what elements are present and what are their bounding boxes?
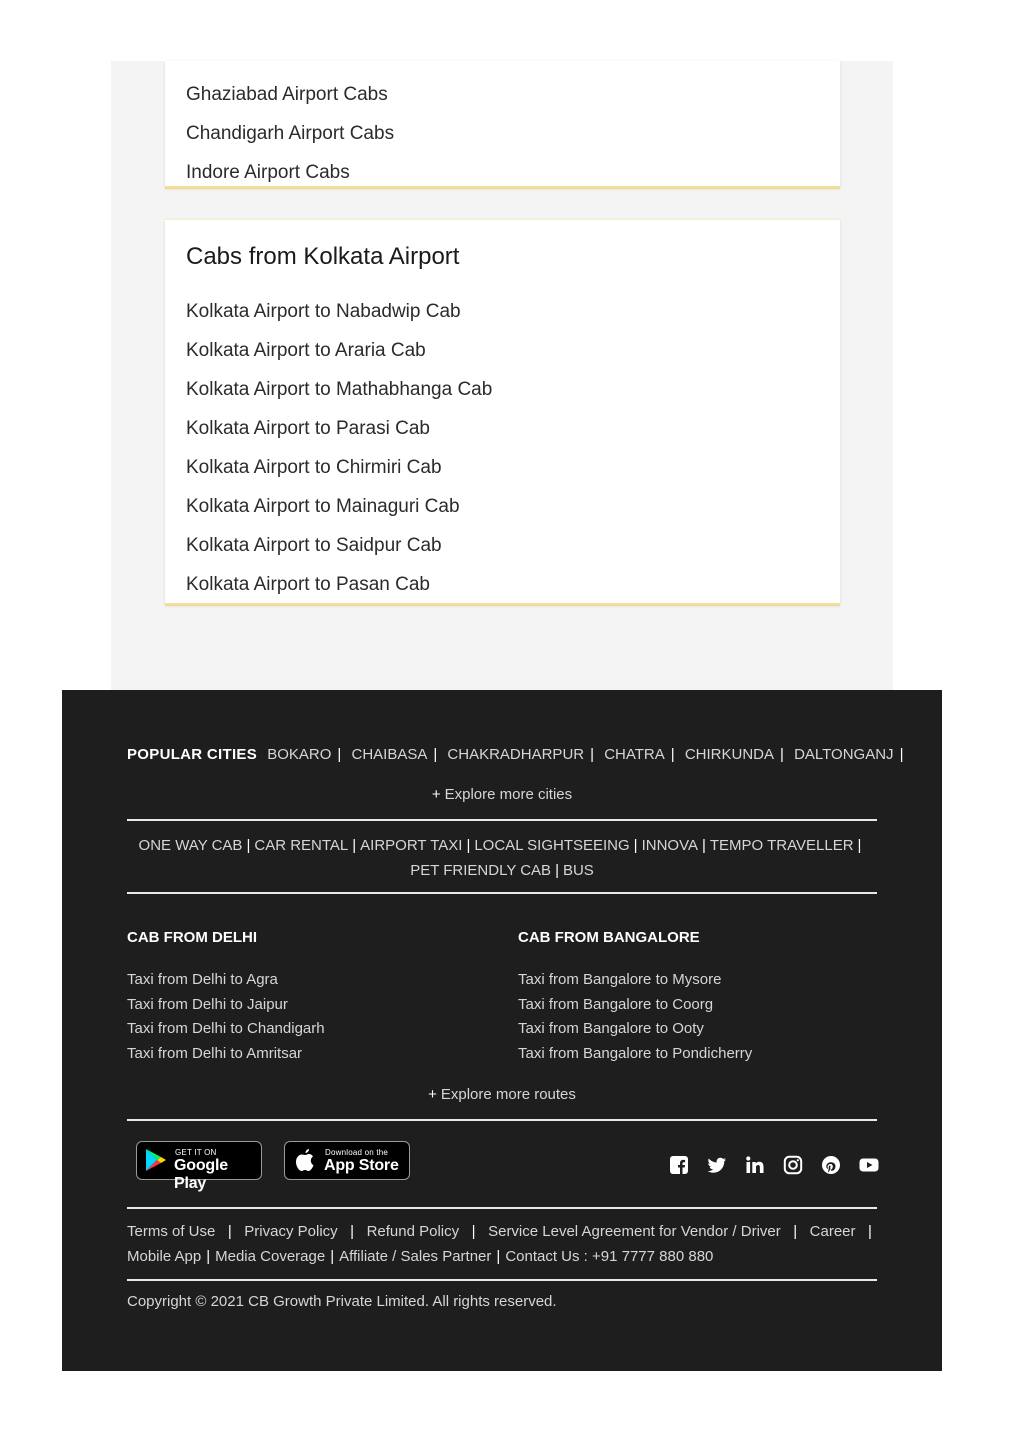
contact-link[interactable]: Contact Us : +91 7777 880 880	[505, 1247, 714, 1265]
legal-line	[127, 1245, 877, 1270]
separator: |	[701, 837, 706, 854]
route-link[interactable]: Kolkata Airport to Pasan Cab	[186, 574, 430, 595]
app-store-badge[interactable]	[284, 1141, 410, 1180]
privacy-link[interactable]: Privacy Policy	[244, 1223, 338, 1240]
google-play-icon	[145, 1148, 167, 1172]
separator: |	[433, 746, 438, 763]
explore-routes-label: Explore more routes	[440, 1086, 576, 1103]
kolkata-routes-list	[186, 292, 819, 595]
service-link[interactable]: TEMPO TRAVELLER	[709, 837, 854, 854]
separator: |	[352, 837, 357, 854]
legal-links	[127, 1220, 877, 1269]
airport-cab-link[interactable]: Ghaziabad Airport Cabs	[186, 84, 388, 105]
separator: |	[246, 837, 251, 854]
city-link[interactable]: CHIRKUNDA	[684, 746, 775, 763]
route-link[interactable]: Kolkata Airport to Chirmiri Cab	[186, 457, 442, 478]
separator: |	[496, 1247, 501, 1265]
route-link[interactable]: Taxi from Bangalore to Mysore	[518, 971, 722, 988]
explore-cities-link[interactable]	[127, 786, 877, 803]
route-link[interactable]: Taxi from Delhi to Chandigarh	[127, 1020, 325, 1037]
airport-cab-link[interactable]: Chandigarh Airport Cabs	[186, 123, 395, 144]
city-link[interactable]: CHAKRADHARPUR	[447, 746, 585, 763]
route-link[interactable]: Taxi from Bangalore to Pondicherry	[518, 1044, 753, 1062]
separator: |	[206, 1247, 211, 1265]
service-link[interactable]: ONE WAY CAB	[138, 837, 243, 854]
terms-link[interactable]: Terms of Use	[127, 1223, 216, 1240]
google-play-badge[interactable]	[136, 1141, 262, 1192]
plus-icon: +	[428, 1086, 437, 1103]
divider	[127, 1119, 877, 1121]
route-link[interactable]: Taxi from Delhi to Amritsar	[127, 1044, 303, 1062]
divider	[127, 892, 877, 894]
airport-cabs-list	[186, 61, 819, 183]
separator: |	[633, 837, 638, 854]
separator: |	[793, 1223, 798, 1240]
separator: |	[337, 746, 342, 763]
card-title: Cabs from Kolkata Airport	[186, 243, 460, 270]
city-link[interactable]: CHAIBASA	[351, 746, 428, 763]
airport-cab-link[interactable]: Indore Airport Cabs	[186, 162, 350, 183]
copyright: Copyright © 2021 CB Growth Private Limited. All rights reserved.	[127, 1293, 557, 1310]
separator: |	[868, 1223, 872, 1240]
route-link[interactable]: Kolkata Airport to Saidpur Cab	[186, 535, 442, 556]
media-coverage-link[interactable]: Media Coverage	[215, 1247, 326, 1265]
divider	[127, 819, 877, 821]
career-link[interactable]: Career	[809, 1223, 856, 1240]
plus-icon: +	[431, 786, 441, 803]
city-link[interactable]: DALTONGANJ	[794, 746, 894, 763]
service-link[interactable]: PET FRIENDLY CAB	[410, 862, 552, 879]
delhi-column-title: CAB FROM DELHI	[127, 929, 257, 946]
separator: |	[555, 862, 559, 879]
divider	[127, 1207, 877, 1209]
app-store-label: App Store	[324, 1157, 399, 1174]
separator: |	[670, 746, 675, 763]
linkedin-icon[interactable]	[745, 1155, 765, 1175]
separator: |	[780, 746, 784, 763]
popular-cities	[127, 746, 904, 763]
google-play-small: GET IT ON	[175, 1148, 217, 1157]
route-link[interactable]: Taxi from Delhi to Agra	[127, 971, 278, 988]
services-links	[127, 833, 877, 883]
instagram-icon[interactable]	[783, 1155, 803, 1175]
route-link[interactable]: Taxi from Bangalore to Ooty	[518, 1020, 704, 1037]
separator: |	[350, 1223, 355, 1240]
site-footer	[62, 690, 942, 1371]
route-link[interactable]: Taxi from Bangalore to Coorg	[518, 995, 714, 1013]
separator: |	[330, 1247, 335, 1265]
legal-line	[127, 1220, 877, 1245]
twitter-icon[interactable]	[707, 1155, 727, 1175]
social-links	[669, 1155, 879, 1175]
airport-cabs-card	[165, 61, 840, 188]
delhi-routes	[127, 968, 325, 1066]
refund-link[interactable]: Refund Policy	[366, 1223, 460, 1240]
mobile-app-link[interactable]: Mobile App	[127, 1247, 202, 1265]
route-link[interactable]: Kolkata Airport to Nabadwip Cab	[186, 301, 461, 322]
service-link[interactable]: AIRPORT TAXI	[360, 837, 463, 854]
explore-routes-link[interactable]	[127, 1086, 877, 1103]
route-link[interactable]: Kolkata Airport to Araria Cab	[186, 340, 426, 361]
google-play-label: Google Play	[174, 1157, 228, 1192]
service-link[interactable]: CAR RENTAL	[254, 837, 349, 854]
kolkata-airport-card	[165, 219, 840, 605]
explore-cities-label: Explore more cities	[444, 786, 573, 803]
youtube-icon[interactable]	[859, 1155, 879, 1175]
separator: |	[227, 1223, 232, 1240]
service-link[interactable]: BUS	[562, 862, 594, 879]
service-link[interactable]: LOCAL SIGHTSEEING	[474, 837, 630, 854]
pinterest-icon[interactable]	[821, 1155, 841, 1175]
separator: |	[857, 837, 862, 854]
affiliate-link[interactable]: Affiliate / Sales Partner	[339, 1247, 492, 1265]
sla-link[interactable]: Service Level Agreement for Vendor / Driver	[488, 1223, 781, 1240]
apple-icon	[295, 1148, 315, 1172]
route-link[interactable]: Kolkata Airport to Parasi Cab	[186, 418, 430, 439]
service-link[interactable]: INNOVA	[641, 837, 698, 854]
bangalore-routes	[518, 968, 752, 1066]
route-link[interactable]: Kolkata Airport to Mainaguri Cab	[186, 496, 460, 517]
separator: |	[899, 746, 904, 763]
app-store-small: Download on the	[325, 1148, 389, 1157]
city-link[interactable]: BOKARO	[267, 746, 332, 763]
route-link[interactable]: Taxi from Delhi to Jaipur	[127, 995, 288, 1013]
facebook-icon[interactable]	[669, 1155, 689, 1175]
bangalore-column-title: CAB FROM BANGALORE	[518, 929, 700, 946]
route-link[interactable]: Kolkata Airport to Mathabhanga Cab	[186, 379, 493, 400]
separator: |	[471, 1223, 476, 1240]
divider	[127, 1279, 877, 1281]
separator: |	[466, 837, 471, 854]
popular-cities-title: POPULAR CITIES	[127, 746, 258, 763]
separator: |	[590, 746, 595, 763]
city-link[interactable]: CHATRA	[604, 746, 665, 763]
